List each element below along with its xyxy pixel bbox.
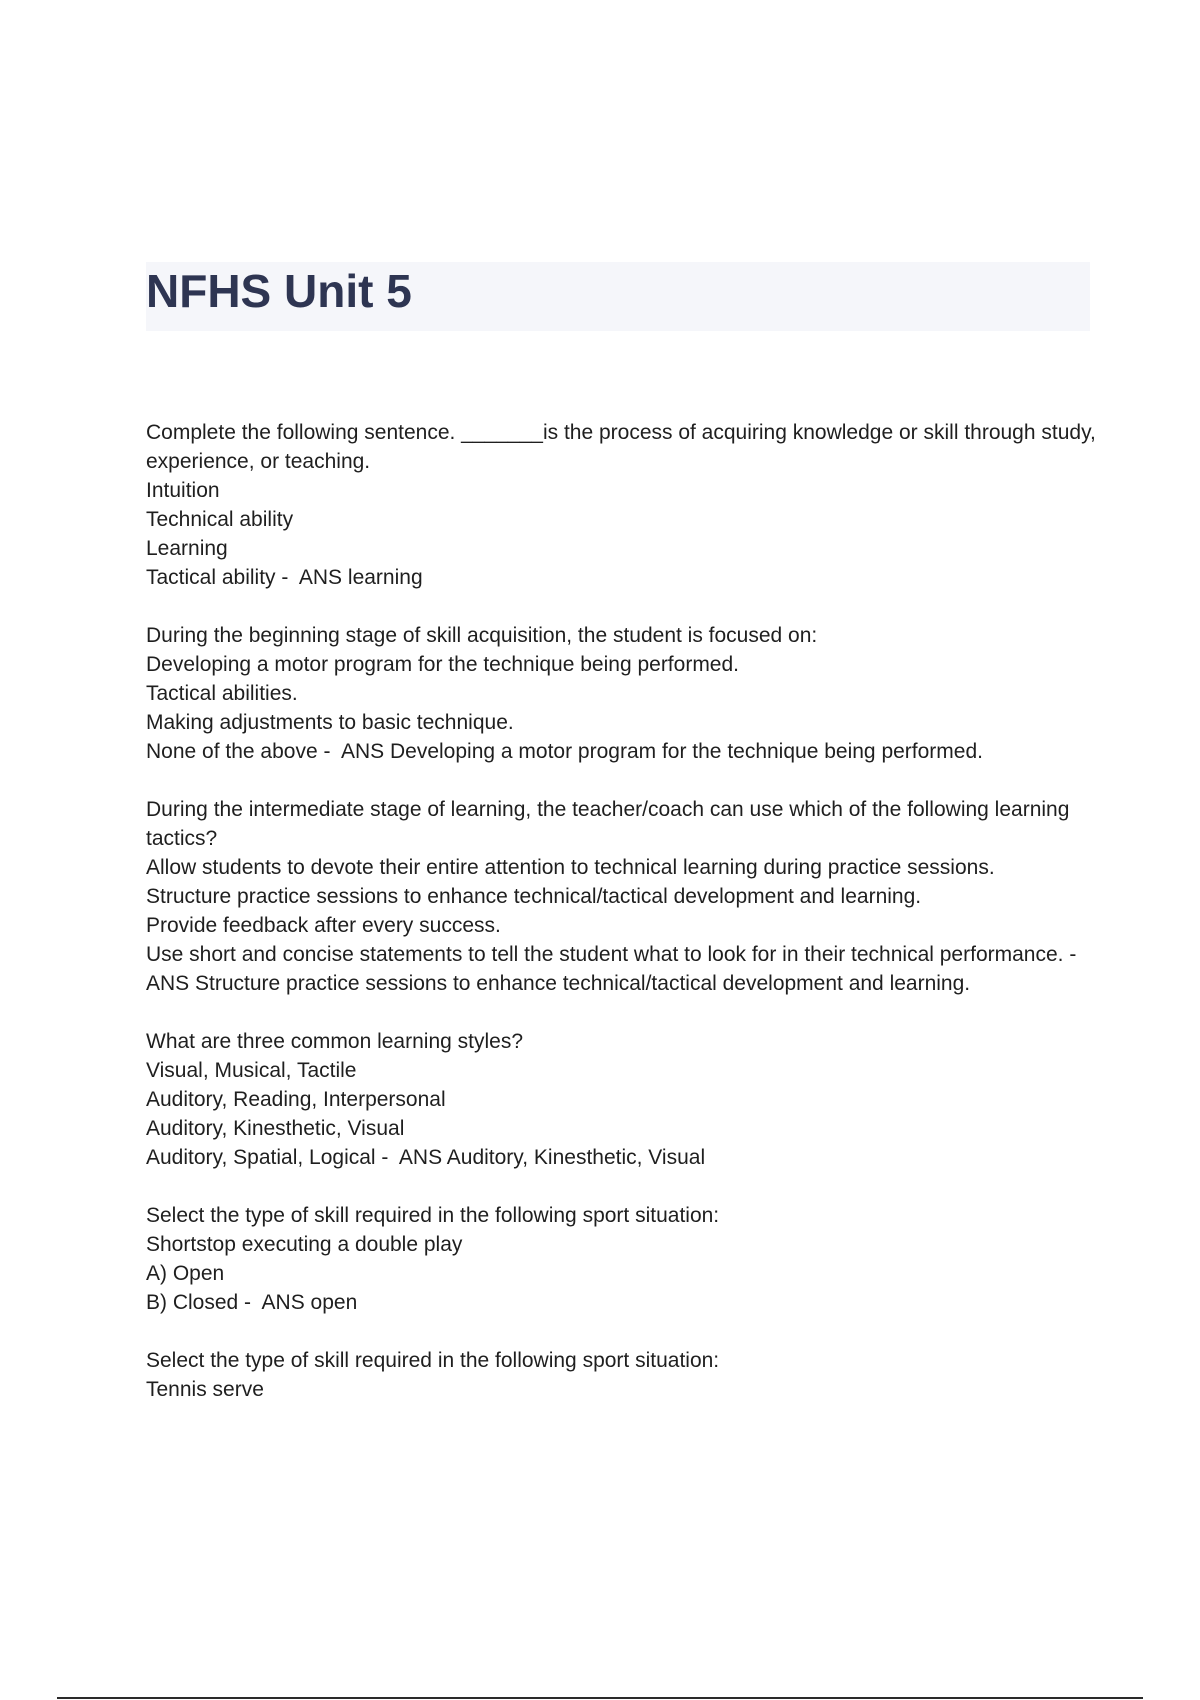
question-block-5 bbox=[146, 1201, 1096, 1317]
question-block-6 bbox=[146, 1346, 1096, 1404]
answer-option: Developing a motor program for the technique being performed. bbox=[146, 653, 740, 676]
question-text: What are three common learning styles? bbox=[146, 1030, 524, 1053]
answer-option: Visual, Musical, Tactile bbox=[146, 1059, 357, 1082]
answer-option: Auditory, Kinesthetic, Visual bbox=[146, 1117, 405, 1140]
answer-option: Allow students to devote their entire attention to technical learning during practice sessions. bbox=[146, 856, 995, 879]
footer-divider bbox=[57, 1697, 1143, 1699]
question-text: During the intermediate stage of learning, the teacher/coach can use which of the following learning tactics? bbox=[146, 798, 1076, 850]
question-block-2 bbox=[146, 621, 1096, 766]
answer-option: A) Open bbox=[146, 1262, 225, 1285]
answer-option-with-key: Auditory, Spatial, Logical - ANS Auditory, Kinesthetic, Visual bbox=[146, 1146, 706, 1169]
answer-option: Provide feedback after every success. bbox=[146, 914, 501, 937]
answer-option: Making adjustments to basic technique. bbox=[146, 711, 514, 734]
answer-option-with-key: Tactical ability - ANS learning bbox=[146, 566, 423, 589]
page-title: NFHS Unit 5 bbox=[146, 265, 412, 317]
question-text: Select the type of skill required in the following sport situation: bbox=[146, 1204, 720, 1227]
answer-option: Tactical abilities. bbox=[146, 682, 298, 705]
question-text: Complete the following sentence. _______is the process of acquiring knowledge or skill through study, experience, or teaching. bbox=[146, 421, 1102, 473]
question-scenario: Shortstop executing a double play bbox=[146, 1233, 463, 1256]
question-block-1 bbox=[146, 418, 1102, 592]
answer-option-with-key: None of the above - ANS Developing a motor program for the technique being performed. bbox=[146, 740, 983, 763]
question-text: During the beginning stage of skill acquisition, the student is focused on: bbox=[146, 624, 818, 647]
answer-option: Technical ability bbox=[146, 508, 294, 531]
answer-option: Auditory, Reading, Interpersonal bbox=[146, 1088, 446, 1111]
answer-option: Structure practice sessions to enhance technical/tactical development and learning. bbox=[146, 885, 922, 908]
question-block-3 bbox=[146, 795, 1096, 998]
document-body bbox=[146, 418, 1102, 1433]
answer-option-with-key: Use short and concise statements to tell the student what to look for in their technical performance. - ANS Structure practice sessions to enhance technical/tactical development and learning. bbox=[146, 943, 1087, 995]
question-scenario: Tennis serve bbox=[146, 1378, 264, 1401]
answer-option: Intuition bbox=[146, 479, 220, 502]
answer-option-with-key: B) Closed - ANS open bbox=[146, 1291, 358, 1314]
question-text: Select the type of skill required in the following sport situation: bbox=[146, 1349, 720, 1372]
question-block-4 bbox=[146, 1027, 1096, 1172]
answer-option: Learning bbox=[146, 537, 228, 560]
